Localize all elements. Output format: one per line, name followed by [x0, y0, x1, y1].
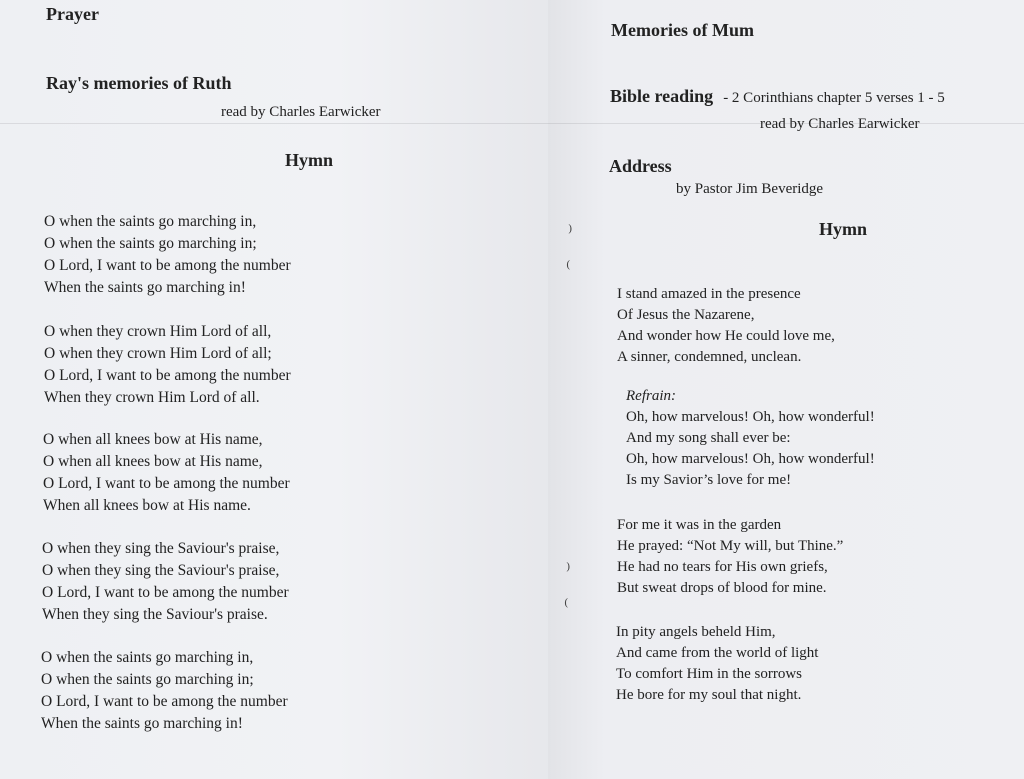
refrain-label: Refrain: [626, 388, 676, 404]
bible-reading-label: Bible reading [610, 86, 714, 106]
left-verse-3 [43, 429, 290, 517]
verse-line: O when all knees bow at His name, [43, 453, 263, 470]
verse-line: O when they sing the Saviour's praise, [42, 562, 280, 579]
verse-line: O Lord, I want to be among the number [41, 693, 288, 710]
bible-reading-line [610, 86, 945, 107]
binding-mark: ⁾ [566, 560, 571, 580]
bible-reading-reader: read by Charles Earwicker [760, 116, 920, 132]
verse-line: O when they crown Him Lord of all, [44, 323, 272, 340]
address-by: by Pastor Jim Beveridge [676, 181, 824, 197]
verse-line: O when they sing the Saviour's praise, [42, 540, 280, 557]
memories-ruth-reader: read by Charles Earwicker [221, 104, 381, 120]
verse-line: He had no tears for His own griefs, [617, 559, 828, 575]
address-heading: Address [609, 156, 672, 176]
binding-mark: ₍ [566, 252, 571, 272]
verse-line: When they crown Him Lord of all. [44, 389, 260, 406]
binding-mark: ₍ [564, 590, 569, 610]
verse-line: And came from the world of light [616, 645, 819, 661]
left-verse-1 [44, 211, 291, 299]
verse-line: He prayed: “Not My will, but Thine.” [617, 538, 844, 554]
verse-line: And wonder how He could love me, [617, 328, 835, 344]
verse-line: O Lord, I want to be among the number [42, 584, 289, 601]
verse-line: Oh, how marvelous! Oh, how wonderful! [626, 451, 875, 467]
binding-mark: ⁾ [568, 222, 573, 242]
verse-line: O when the saints go marching in; [44, 235, 257, 252]
right-verse-3 [616, 622, 818, 706]
verse-line: Of Jesus the Nazarene, [617, 307, 755, 323]
right-verse-1 [617, 283, 835, 368]
right-hymn-title: Hymn [819, 219, 868, 239]
right-verse-2 [617, 515, 843, 599]
bible-reading-reference: - 2 Corinthians chapter 5 verses 1 - 5 [723, 90, 945, 106]
verse-line: O Lord, I want to be among the number [44, 257, 291, 274]
verse-line: For me it was in the garden [617, 517, 782, 533]
verse-line: O Lord, I want to be among the number [44, 367, 291, 384]
verse-line: O when the saints go marching in; [41, 671, 254, 688]
verse-line: And my song shall ever be: [626, 430, 791, 446]
verse-line: O when they crown Him Lord of all; [44, 345, 272, 362]
verse-line: I stand amazed in the presence [617, 286, 801, 302]
verse-line: Oh, how marvelous! Oh, how wonderful! [626, 409, 875, 425]
verse-line: O when the saints go marching in, [41, 649, 254, 666]
verse-line: He bore for my soul that night. [616, 687, 802, 703]
prayer-heading: Prayer [46, 4, 99, 24]
left-verse-4 [42, 538, 289, 626]
left-verse-2 [44, 321, 291, 409]
memories-mum-heading: Memories of Mum [611, 20, 754, 40]
verse-line: O when all knees bow at His name, [43, 431, 263, 448]
refrain-block [626, 386, 875, 491]
verse-line: Is my Savior’s love for me! [626, 472, 792, 488]
verse-line: O when the saints go marching in, [44, 213, 257, 230]
left-hymn-title: Hymn [285, 150, 334, 170]
verse-line: O Lord, I want to be among the number [43, 475, 290, 492]
verse-line: But sweat drops of blood for mine. [617, 580, 827, 596]
verse-line: In pity angels beheld Him, [616, 624, 776, 640]
verse-line: When all knees bow at His name. [43, 497, 251, 514]
verse-line: A sinner, condemned, unclean. [617, 349, 802, 365]
verse-line: When they sing the Saviour's praise. [42, 606, 268, 623]
left-verse-5 [41, 647, 288, 735]
verse-line: When the saints go marching in! [41, 715, 243, 732]
memories-ruth-heading: Ray's memories of Ruth [46, 73, 232, 93]
verse-line: To comfort Him in the sorrows [616, 666, 803, 682]
verse-line: When the saints go marching in! [44, 279, 246, 296]
